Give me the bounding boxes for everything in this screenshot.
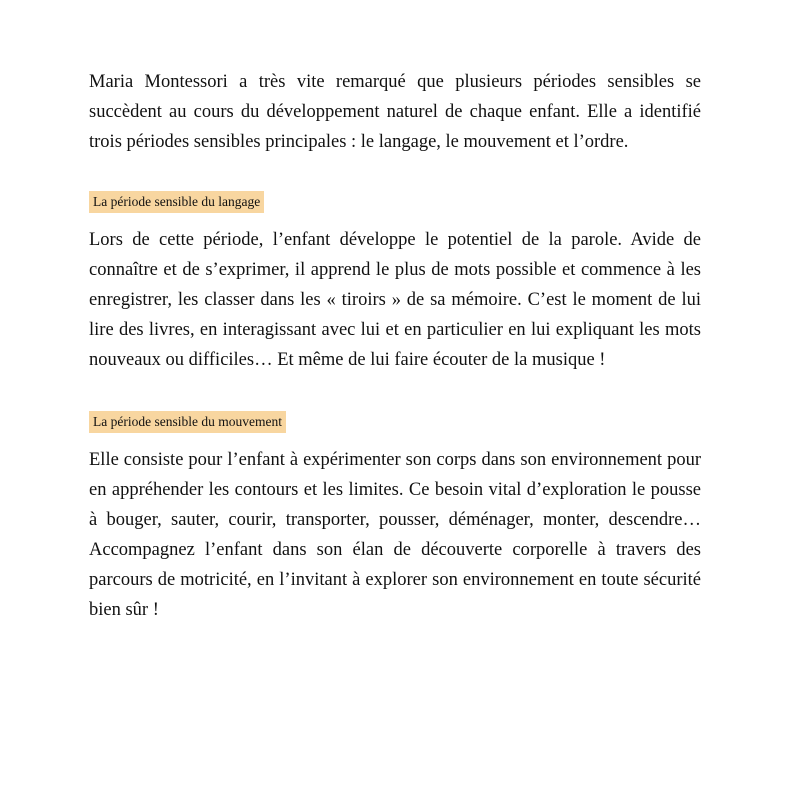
section-heading-language: La période sensible du langage [89,191,264,213]
section-body-language: Lors de cette période, l’enfant développe le potentiel de la parole. Avide de connaître et de s’exprimer, il apprend le plus de mots possible et commence à les enregistrer, les classer dans les « tiroirs » de sa mémoire. C’est le moment de lui lire des livres, en interagissant avec lui et en particulier en lui expliquant les mots nouveaux ou difficiles… Et même de lui faire écouter de la musique ! [89,230,701,370]
section-heading-wrap-language [89,191,701,213]
intro-paragraph: Maria Montessori a très vite remarqué que plusieurs périodes sensibles se succèdent au cours du développement naturel de chaque enfant. Elle a identifié trois périodes sensibles principales : le langage, le mouvement et l’ordre. [89,72,701,152]
section-heading-wrap-movement [89,411,701,433]
section-heading-movement: La période sensible du mouvement [89,411,286,433]
section-body-movement: Elle consiste pour l’enfant à expérimenter son corps dans son environnement pour en appréhender les contours et les limites. Ce besoin vital d’exploration le pousse à bouger, sauter, courir, transporter, pousser, déménager, monter, descendre… Accompagnez l’enfant dans son élan de découverte corporelle à travers des parcours de motricité, en l’invitant à explorer son environnement en toute sécurité bien sûr ! [89,450,701,620]
document-page [89,67,701,625]
